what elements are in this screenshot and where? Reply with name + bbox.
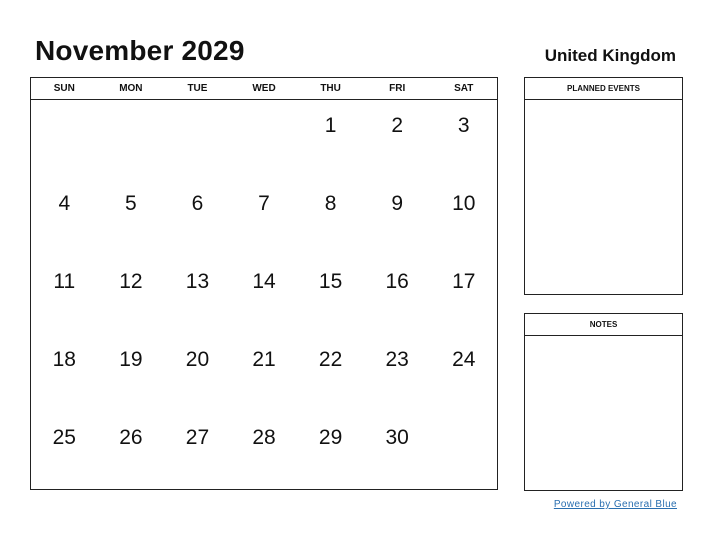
day-cell: 15 xyxy=(318,270,343,293)
day-cell: 3 xyxy=(457,114,470,137)
day-cell: 13 xyxy=(185,270,210,293)
day-cell: 2 xyxy=(391,114,404,137)
day-cell: 1 xyxy=(324,114,337,137)
day-cell: 26 xyxy=(119,426,143,449)
day-cell: 4 xyxy=(58,192,71,215)
weekday-sun: SUN xyxy=(53,83,75,94)
day-cell: 18 xyxy=(52,348,76,371)
day-cell: 30 xyxy=(385,426,409,449)
week-row-3 xyxy=(31,256,497,334)
day-cell: 20 xyxy=(185,348,210,371)
week-row-2 xyxy=(31,178,497,256)
day-cell xyxy=(98,100,165,178)
week-row-1 xyxy=(31,100,497,178)
day-cell: 11 xyxy=(53,270,76,293)
calendar-grid xyxy=(30,77,498,490)
weekday-tue: TUE xyxy=(187,83,208,94)
notes-heading: NOTES xyxy=(525,314,682,336)
weekday-wed: WED xyxy=(252,83,276,94)
day-cell: 12 xyxy=(119,270,143,293)
day-cell: 27 xyxy=(185,426,210,449)
page-title: November 2029 xyxy=(35,35,245,66)
day-cell: 17 xyxy=(452,270,476,293)
day-cell: 10 xyxy=(452,192,476,215)
day-cell xyxy=(430,412,497,490)
day-cell: 16 xyxy=(385,270,409,293)
weekday-thu: THU xyxy=(320,83,341,94)
day-cell: 5 xyxy=(125,192,137,215)
day-cell: 29 xyxy=(318,426,343,449)
notes-panel xyxy=(524,313,683,491)
day-cell: 14 xyxy=(252,270,276,293)
planned-events-panel xyxy=(524,77,683,295)
day-cell: 9 xyxy=(391,192,404,215)
day-cell: 19 xyxy=(119,348,143,371)
planned-events-heading: PLANNED EVENTS xyxy=(525,78,682,100)
day-cell: 25 xyxy=(52,426,76,449)
weekday-header-row xyxy=(31,78,497,100)
powered-by-link[interactable]: Powered by General Blue xyxy=(553,499,677,510)
day-cell: 23 xyxy=(385,348,409,371)
weekday-mon: MON xyxy=(119,83,143,94)
day-cell xyxy=(31,100,98,178)
day-cell: 21 xyxy=(252,348,276,371)
week-row-4 xyxy=(31,334,497,412)
weekday-fri: FRI xyxy=(389,83,406,94)
day-cell xyxy=(231,100,298,178)
day-cell: 8 xyxy=(324,192,337,215)
day-cell: 22 xyxy=(318,348,343,371)
day-cell xyxy=(164,100,231,178)
country-label: United Kingdom xyxy=(544,46,676,65)
week-row-5 xyxy=(31,412,497,490)
day-cell: 6 xyxy=(191,192,204,215)
day-cell: 24 xyxy=(452,348,476,371)
weekday-sat: SAT xyxy=(454,83,474,94)
day-cell: 7 xyxy=(258,192,270,215)
day-cell: 28 xyxy=(252,426,276,449)
